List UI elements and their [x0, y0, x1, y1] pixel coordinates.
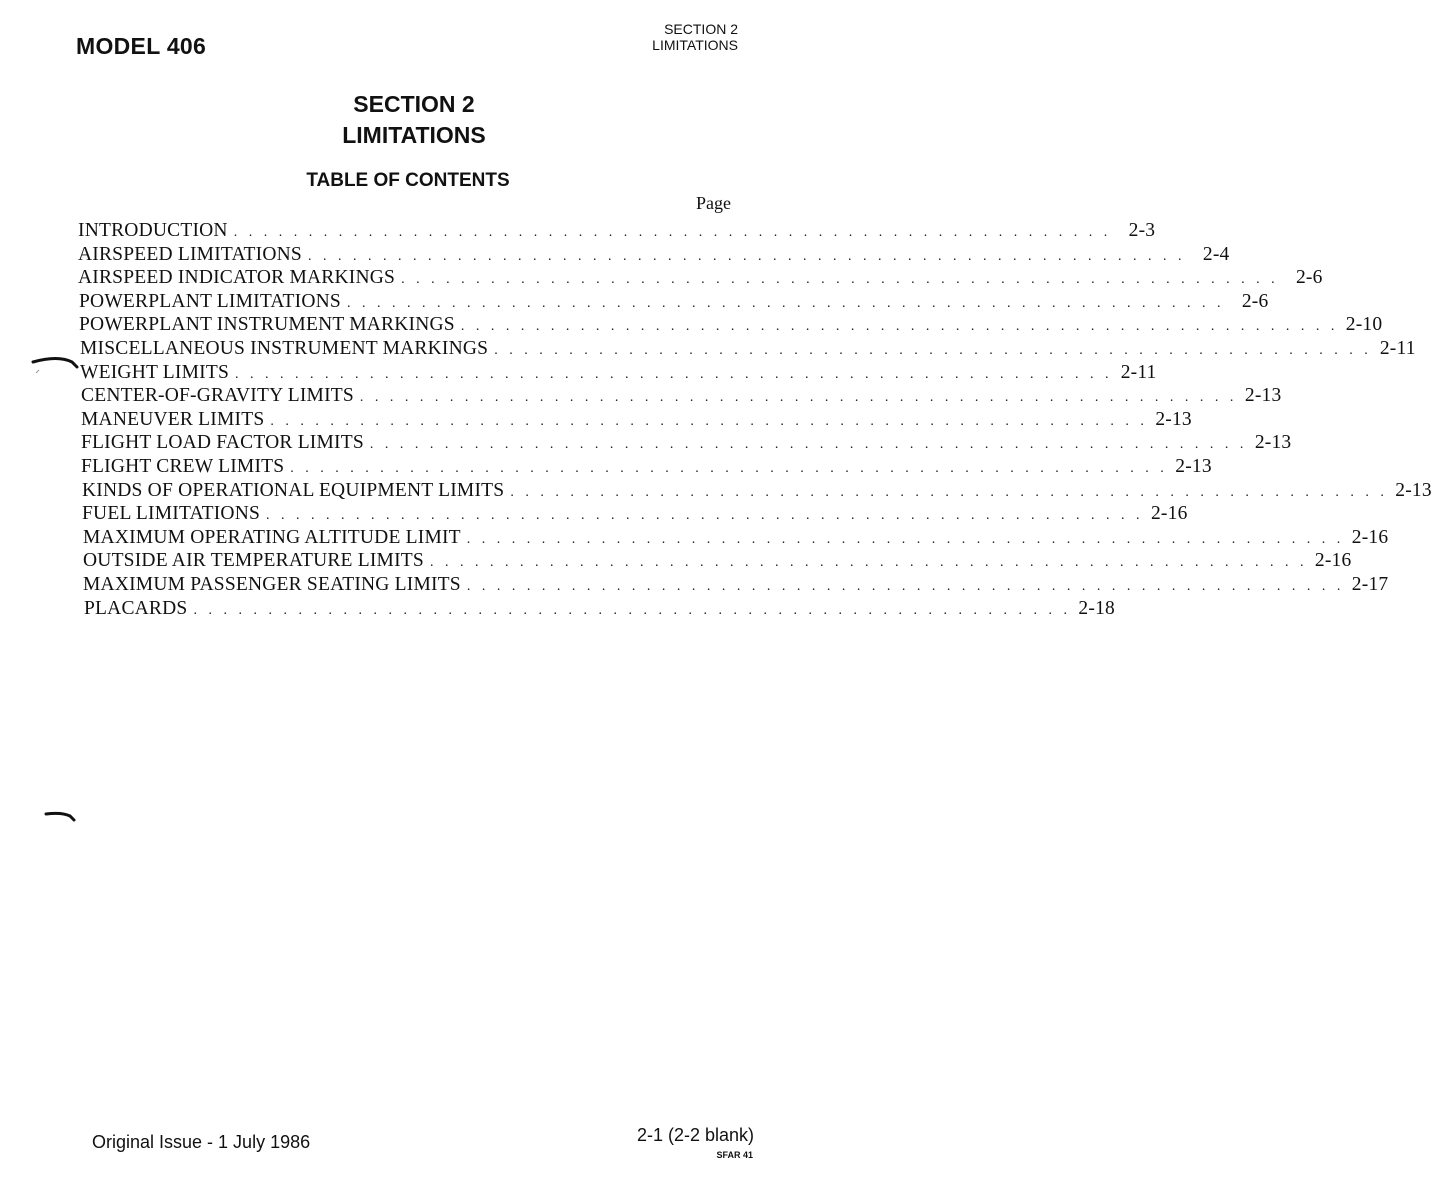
toc-entry-page: 2-18	[1078, 597, 1115, 619]
toc-entry-label: INTRODUCTION	[78, 220, 228, 241]
toc-entry-page: 2-6	[1295, 267, 1323, 289]
toc-entry	[80, 361, 1157, 384]
toc-page-column-label: Page	[696, 193, 731, 213]
revision-mark-lower	[40, 808, 80, 828]
toc-entry-leader: . . . . . . . . . . . . . . . . . . . . . . . . . . . . . . . . . . . . . . . . . . . . . . . . . . . . . . . . . . .	[235, 366, 1113, 382]
revision-mark	[28, 352, 82, 378]
toc-entry-label: OUTSIDE AIR TEMPERATURE LIMITS	[83, 550, 424, 572]
toc-entry-page: 2-16	[1351, 526, 1389, 548]
toc-entry-label: AIRSPEED INDICATOR MARKINGS	[78, 267, 396, 289]
toc-entry-leader: . . . . . . . . . . . . . . . . . . . . . . . . . . . . . . . . . . . . . . . . . . . . . . . . . . . . . . . . . . .	[346, 295, 1225, 311]
toc-entry-page: 2-13	[1175, 456, 1212, 477]
toc-entry-page: 2-17	[1351, 574, 1389, 595]
toc-entry	[82, 479, 1432, 502]
running-header-section: SECTION 2	[664, 21, 738, 37]
toc-entry-label: POWERPLANT INSTRUMENT MARKINGS	[79, 314, 455, 336]
toc-entry-page: 2-4	[1202, 243, 1230, 265]
toc-entry	[79, 314, 1383, 336]
toc-entry	[83, 550, 1352, 572]
toc-entry	[78, 243, 1230, 266]
toc-entry-label: FLIGHT CREW LIMITS	[81, 456, 285, 477]
toc-entry-leader: . . . . . . . . . . . . . . . . . . . . . . . . . . . . . . . . . . . . . . . . . . . . . . . . . . . . . . . . . . .	[359, 390, 1238, 406]
toc-entry-label: CENTER-OF-GRAVITY LIMITS	[81, 385, 354, 407]
toc-entry-page: 2-13	[1254, 432, 1292, 454]
page-number: 2-1 (2-2 blank)	[636, 1125, 754, 1145]
toc-entry-page: 2-6	[1241, 290, 1269, 312]
toc-entry	[82, 503, 1188, 525]
toc-entry-label: MANEUVER LIMITS	[81, 408, 265, 430]
toc-entry-page: 2-3	[1128, 220, 1156, 241]
toc-entry-leader: . . . . . . . . . . . . . . . . . . . . . . . . . . . . . . . . . . . . . . . . . . . . . . . . . . . . . . . . . . .	[460, 319, 1339, 335]
toc-entry-page: 2-13	[1395, 479, 1432, 501]
toc-entry-page: 2-11	[1120, 361, 1157, 383]
toc-entry-leader: . . . . . . . . . . . . . . . . . . . . . . . . . . . . . . . . . . . . . . . . . . . . . . . . . . . . . . . . . . .	[270, 413, 1148, 429]
issue-date: Original Issue - 1 July 1986	[92, 1132, 311, 1152]
toc-entry-leader: . . . . . . . . . . . . . . . . . . . . . . . . . . . . . . . . . . . . . . . . . . . . . . . . . . . . . . . . . . .	[401, 272, 1279, 288]
section-number: SECTION 2	[353, 91, 475, 117]
toc-entry-leader: . . . . . . . . . . . . . . . . . . . . . . . . . . . . . . . . . . . . . . . . . . . . . . . . . . . . . . . . . . .	[510, 484, 1388, 500]
toc-entry-leader: . . . . . . . . . . . . . . . . . . . . . . . . . . . . . . . . . . . . . . . . . . . . . . . . . . . . . . . . . . .	[266, 508, 1144, 524]
toc-entry-leader: . . . . . . . . . . . . . . . . . . . . . . . . . . . . . . . . . . . . . . . . . . . . . . . . . . . . . . . . . . .	[233, 225, 1112, 240]
toc-entry-label: POWERPLANT LIMITATIONS	[79, 290, 341, 312]
document-code: SFAR 41	[716, 1150, 753, 1160]
toc-entry-page: 2-10	[1345, 314, 1383, 336]
toc-entry-label: PLACARDS	[84, 597, 188, 619]
section-name: LIMITATIONS	[342, 122, 486, 148]
running-header-title: LIMITATIONS	[652, 37, 738, 53]
toc-entry-label: WEIGHT LIMITS	[80, 361, 230, 383]
toc-heading: TABLE OF CONTENTS	[306, 170, 510, 191]
toc-entry-page: 2-11	[1379, 338, 1416, 359]
toc-entry	[81, 408, 1192, 431]
toc-entry-label: MAXIMUM PASSENGER SEATING LIMITS	[83, 574, 461, 595]
toc-entry	[78, 220, 1156, 242]
toc-entry	[79, 290, 1269, 313]
toc-entry-leader: . . . . . . . . . . . . . . . . . . . . . . . . . . . . . . . . . . . . . . . . . . . . . . . . . . . . . . . . . . .	[429, 555, 1308, 571]
toc-entry	[78, 267, 1323, 289]
toc-entry	[84, 597, 1115, 620]
toc-entry-label: AIRSPEED LIMITATIONS	[78, 243, 302, 265]
toc-entry-leader: . . . . . . . . . . . . . . . . . . . . . . . . . . . . . . . . . . . . . . . . . . . . . . . . . . . . . . . . . . .	[494, 343, 1372, 358]
toc-entry	[80, 338, 1416, 360]
toc-entry-page: 2-13	[1155, 408, 1192, 430]
toc-entry	[81, 385, 1282, 407]
toc-entry	[81, 432, 1292, 454]
toc-entry-label: KINDS OF OPERATIONAL EQUIPMENT LIMITS	[82, 479, 505, 501]
toc-entry-label: MAXIMUM OPERATING ALTITUDE LIMIT	[83, 526, 461, 548]
toc-entry	[81, 456, 1212, 478]
toc-entry-page: 2-13	[1244, 385, 1282, 407]
model-heading: MODEL 406	[76, 33, 207, 59]
toc-entry	[83, 526, 1389, 549]
toc-entry-label: FUEL LIMITATIONS	[82, 503, 261, 525]
toc-entry-label: MISCELLANEOUS INSTRUMENT MARKINGS	[80, 338, 489, 359]
toc-entry-leader: . . . . . . . . . . . . . . . . . . . . . . . . . . . . . . . . . . . . . . . . . . . . . . . . . . . . . . . . . . .	[466, 579, 1345, 594]
toc-entry-page: 2-16	[1150, 503, 1188, 525]
toc-entry-leader: . . . . . . . . . . . . . . . . . . . . . . . . . . . . . . . . . . . . . . . . . . . . . . . . . . . . . . . . . . .	[307, 248, 1186, 264]
toc-entry-label: FLIGHT LOAD FACTOR LIMITS	[81, 432, 364, 454]
toc-entry-leader: . . . . . . . . . . . . . . . . . . . . . . . . . . . . . . . . . . . . . . . . . . . . . . . . . . . . . . . . . . .	[369, 437, 1248, 453]
toc-entry-page: 2-16	[1314, 550, 1352, 572]
toc-entry-leader: . . . . . . . . . . . . . . . . . . . . . . . . . . . . . . . . . . . . . . . . . . . . . . . . . . . . . . . . . . .	[193, 602, 1071, 618]
toc-entry-leader: . . . . . . . . . . . . . . . . . . . . . . . . . . . . . . . . . . . . . . . . . . . . . . . . . . . . . . . . . . .	[290, 461, 1168, 476]
toc-entry	[83, 574, 1389, 596]
toc-entry-leader: . . . . . . . . . . . . . . . . . . . . . . . . . . . . . . . . . . . . . . . . . . . . . . . . . . . . . . . . . . .	[466, 531, 1345, 547]
